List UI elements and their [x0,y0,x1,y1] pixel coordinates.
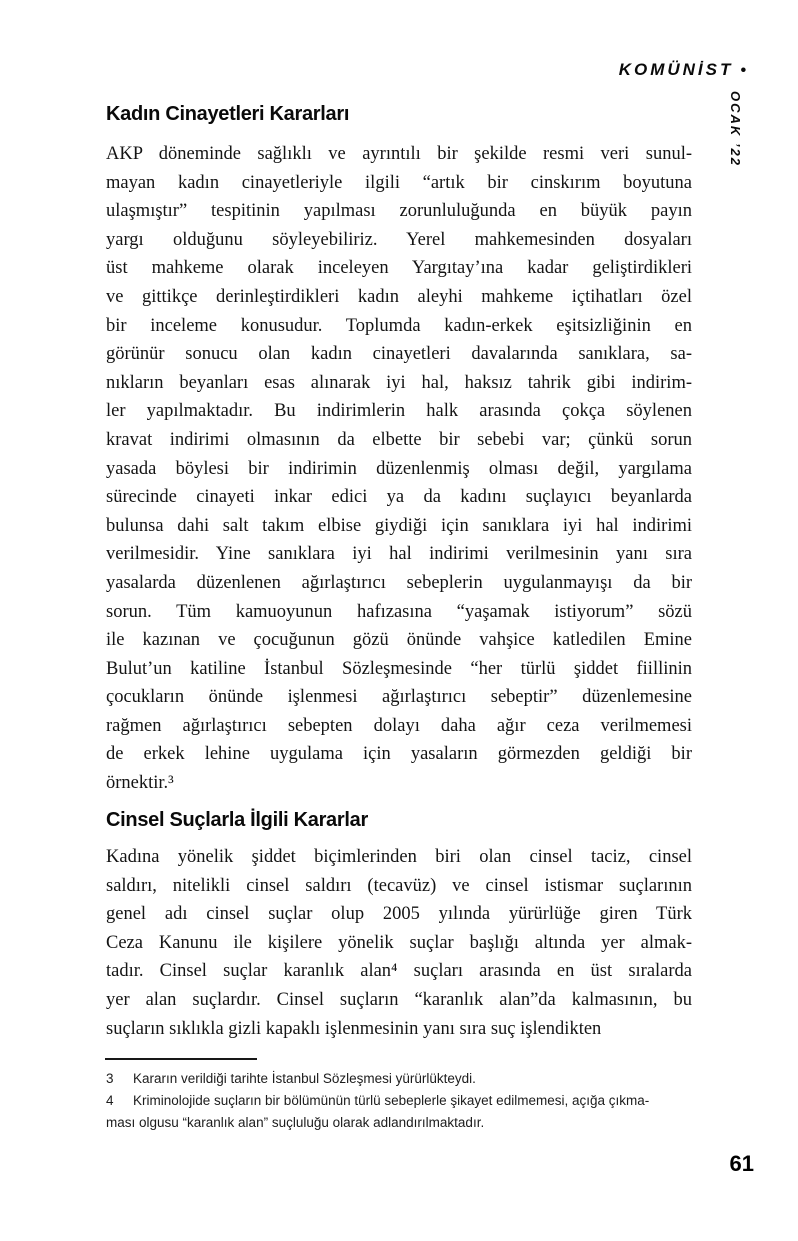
footnote-divider [105,1058,257,1060]
text-line: çocukların önünde işlenmesi ağırlaştırıcı sebeptir” düzenlemesine [106,687,692,708]
text-line: kravat indirimi olmasının da elbette bir sebebi var; çünkü sorun [106,429,692,450]
text-line: Kadına yönelik şiddet biçimlerinden biri olan cinsel taciz, cinsel [106,847,692,867]
footnote-line: 4 Kriminolojide suçların bir bölümünün türlü sebeplerle şikayet edilmemesi, açığa çıkma- [106,1090,750,1112]
footnote-line: ması olgusu “karanlık alan” suçluluğu olarak adlandırılmaktadır. [106,1115,485,1130]
section-heading-kadin-cinayetleri: Kadın Cinayetleri Kararları [106,103,350,125]
issue-date: OCAK ’22 [728,91,743,167]
text-line: bulunsa dahi salt takım elbise giydiği için sanıklara iyi hal indirimi [106,515,692,536]
section-heading-cinsel-suclar: Cinsel Suçlarla İlgili Kararlar [106,809,368,831]
journal-masthead [619,60,746,80]
paragraph-cinsel-suclar [106,843,692,1043]
text-line: genel adı cinsel suçlar olup 2005 yılında yürürlüğe giren Türk [106,904,692,925]
text-line: yargı olduğunu söyleyebiliriz. Yerel mahkemesinden dosyaları [106,229,692,250]
paragraph-kadin-cinayetleri [106,140,692,798]
text-line: sorun. Tüm kamuoyunun hafızasına “yaşamak istiyorum” sözü [106,601,692,622]
text-line: mayan kadın cinayetleriyle ilgili “artık bir cinskırım boyutuna [106,172,692,193]
text-line: suçların sıklıkla gizli kapaklı işlenmesinin yanı sıra suç işlendikten [106,1018,602,1039]
text-line: rağmen ağırlaştırıcı sebepten dolayı daha ağır ceza verilmemesi [106,715,692,736]
footnote-number: 4 [106,1093,114,1108]
text-line: yer alan suçlardır. Cinsel suçların “karanlık alan”da kalmasının, bu [106,989,692,1010]
masthead-bullet-icon: • [740,62,746,79]
text-line: Ceza Kanunu ile kişilere yönelik suçlar başlığı altında yer almak- [106,932,692,953]
text-line: yasada böylesi bir indirimin düzenlenmiş olması değil, yargılama [106,458,692,479]
text-line: bir inceleme konusudur. Toplumda kadın-erkek eşitsizliğinin en [106,315,692,336]
text-line: nıkların beyanları esas alınarak iyi hal, haksız tahrik gibi indirim- [106,372,692,393]
text-line: ulaşmıştır” tespitinin yapılması zorunluluğunda en büyük payın [106,201,692,222]
text-line: ler yapılmaktadır. Bu indirimlerin halk arasında çokça söylenen [106,401,692,422]
page-number: 61 [729,1151,754,1176]
text-line: Bulut’un katiline İstanbul Sözleşmesinde “her türlü şiddet fiillinin [106,658,692,679]
text-line: görünür sonucu olan kadın cinayetleri davalarında sanıklara, sa- [106,344,692,365]
footnote [106,1068,750,1090]
text-line: örnektir.³ [106,773,174,794]
text-line: yasalarda düzenlenen ağırlaştırıcı sebeplerin uygulanmayışı da bir [106,572,692,593]
text-line: tadır. Cinsel suçlar karanlık alan⁴ suçları arasında en üst sıralarda [106,961,692,982]
text-line: sürecinde cinayeti inkar edici ya da kadını suçlayıcı beyanlarda [106,487,692,508]
footnote-line: 3 Kararın verildiği tarihte İstanbul Sözleşmesi yürürlükteydi. [106,1068,750,1090]
journal-title: KOMÜNİST [618,60,734,79]
text-line: de erkek lehine uygulama için yasaların görmezden geldiği bir [106,744,692,765]
text-line: verilmesidir. Yine sanıklara iyi hal indirimi verilmesinin yanı sıra [106,544,692,565]
footnote-number: 3 [106,1071,114,1086]
text-line: üst mahkeme olarak inceleyen Yargıtay’ına kadar geliştirdikleri [106,258,692,279]
footnotes [106,1068,750,1134]
footnote [106,1090,750,1134]
text-line: saldırı, nitelikli cinsel saldırı (tecavüz) ve cinsel istismar suçlarının [106,875,692,896]
text-line: ve gittikçe derinleştirdikleri kadın aleyhi mahkeme içtihatları özel [106,286,692,307]
text-line: ile kazınan ve çocuğunun gözü önünde vahşice katledilen Emine [106,630,692,651]
text-line: AKP döneminde sağlıklı ve ayrıntılı bir şekilde resmi veri sunul- [106,144,692,164]
